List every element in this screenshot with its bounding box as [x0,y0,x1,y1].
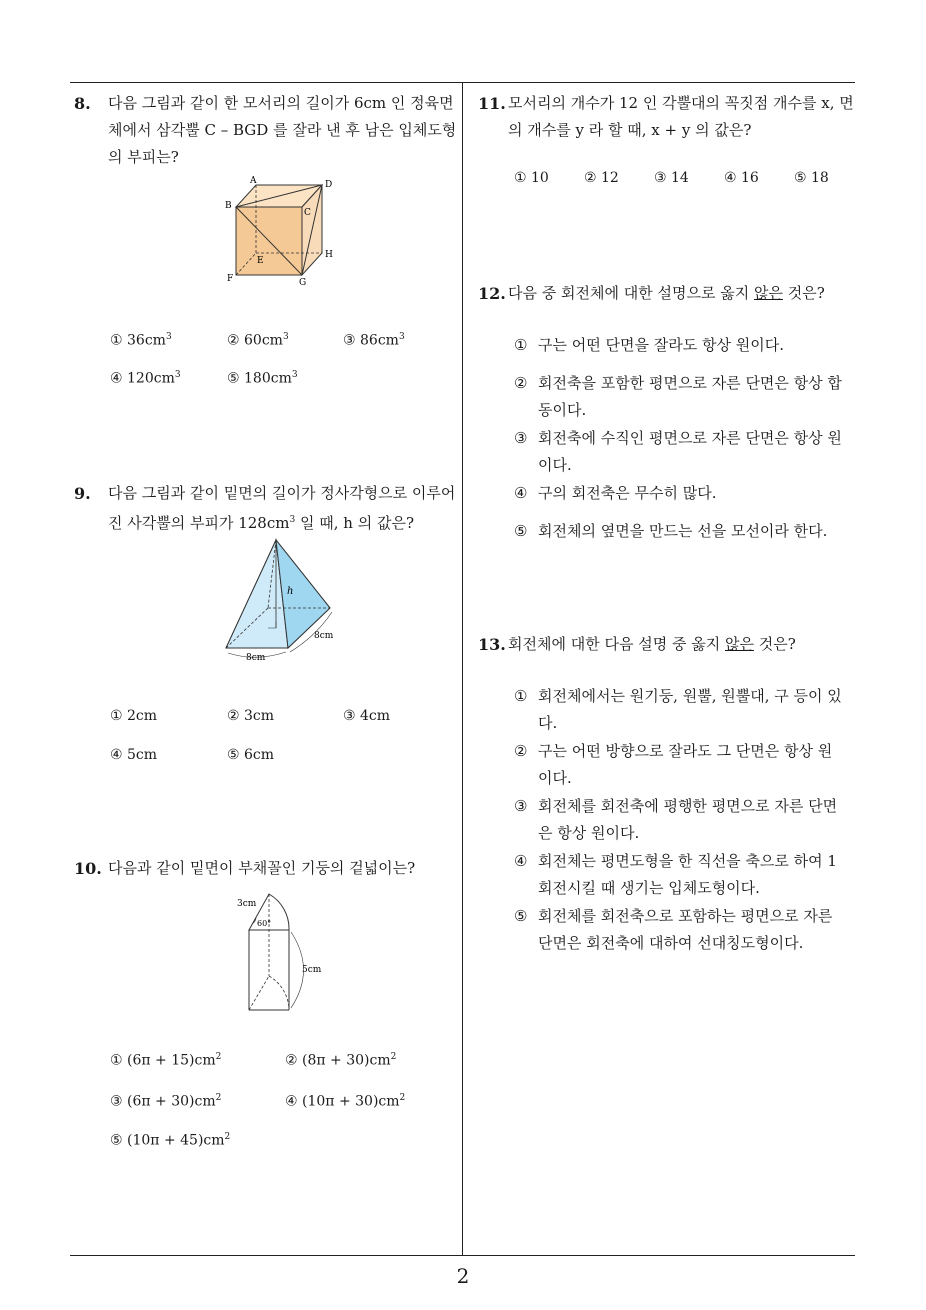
pyramid-figure [220,536,350,664]
question-line [508,280,858,307]
question-10 [74,855,459,882]
vertex-label-f: F [227,274,234,284]
option-text: (6π + 30)cm [127,1093,216,1110]
question-13 [478,631,858,658]
option-line: 구는 어떤 단면을 잘라도 항상 원이다. [538,336,784,354]
option-mark: ③ [343,708,356,724]
option-text: 5cm [127,747,158,763]
option-sup: 3 [291,370,298,380]
option-mark: ⑤ [514,907,528,925]
question-line: 의 개수를 y 라 할 때, x + y 의 값은? [508,121,752,139]
option-3[interactable] [514,793,837,847]
base-side-label: 8cm [314,631,334,641]
question-line-part: 일 때, h 의 값은? [295,514,414,532]
cube-figure [222,175,342,287]
vertex-label-g: G [299,278,307,287]
option-2[interactable] [514,738,832,792]
option-line: 회전체를 회전축으로 포함하는 평면으로 자른 [538,907,833,925]
option-text: 2cm [127,708,158,724]
question-number: 13. [478,635,506,654]
radius-label: 3cm [237,899,257,909]
page-number: 2 [456,1264,470,1288]
option-line: 구의 회전축은 무수히 많다. [538,484,717,502]
option-mark: ④ [514,484,528,502]
option-sup: 3 [165,332,172,342]
option-mark: ③ [514,797,528,815]
option-sup: 2 [215,1093,222,1103]
option-mark: ⑤ [227,370,240,387]
option-4[interactable] [724,170,759,186]
option-2[interactable] [227,332,289,349]
option-mark: ② [584,170,597,186]
option-3[interactable] [514,425,842,479]
option-sup: 2 [390,1052,397,1062]
option-sup: 3 [282,332,289,342]
height-label: 5cm [302,965,322,975]
option-text: 60cm [244,332,283,349]
option-text: (10π + 45)cm [127,1132,225,1149]
question-line-part: 것은? [782,284,825,302]
question-line: 다음과 같이 밑면이 부채꼴인 기둥의 겉넓이는? [108,859,416,877]
option-4[interactable] [514,848,837,902]
option-text: 36cm [127,332,166,349]
question-line: 체에서 삼각뿔 C – BGD 를 잘라 낸 후 남은 입체도형 [108,121,457,139]
option-mark: ① [514,687,528,705]
question-line: 의 부피는? [108,148,179,166]
option-text: 12 [601,170,619,186]
option-4[interactable] [110,747,157,763]
option-5[interactable] [514,518,827,545]
question-number: 10. [74,859,102,878]
column-divider [462,82,463,1256]
question-line-part: 것은? [753,635,796,653]
question-line: 모서리의 개수가 12 인 각뿔대의 꼭짓점 개수를 x, 면 [508,94,854,112]
option-text: 120cm [127,370,175,387]
option-2[interactable] [584,170,619,186]
option-mark: ① [514,170,527,186]
option-mark: ③ [654,170,667,186]
vertex-label-h: H [325,250,333,260]
question-10-text [74,855,459,882]
option-5[interactable] [110,1132,230,1149]
option-text: 4cm [360,708,391,724]
option-text: 16 [741,170,759,186]
option-mark: ② [514,742,528,760]
option-3[interactable] [654,170,689,186]
option-5[interactable] [227,747,274,763]
question-line-part: 다음 중 회전체에 대한 설명으로 옳지 [508,284,754,302]
question-11-text [478,90,858,144]
option-mark: ① [110,332,123,349]
option-mark: ② [285,1052,298,1069]
option-line: 회전시킬 때 생기는 입체도형이다. [538,879,760,897]
question-line-part: 진 사각뿔의 부피가 128cm [108,514,290,532]
question-line [108,507,459,537]
option-sup: 2 [399,1093,406,1103]
option-mark: ④ [110,370,123,387]
option-sup: 3 [174,370,181,380]
vertex-label-c: C [304,208,311,218]
option-3[interactable] [343,332,405,349]
option-line: 단면은 회전축에 대하여 선대칭도형이다. [538,934,804,952]
question-line [508,631,858,658]
angle-label: 60° [257,919,272,928]
exponent: 3 [289,515,296,525]
question-12 [478,280,858,307]
question-8 [74,90,459,171]
option-mark: ① [514,336,528,354]
option-5[interactable] [227,370,298,387]
option-mark: ⑤ [110,1132,123,1149]
question-9-text [74,480,459,537]
option-mark: ② [514,374,528,392]
option-mark: ② [227,332,240,349]
option-1[interactable] [514,683,842,737]
option-line: 이다. [538,456,572,474]
option-3[interactable] [110,1093,221,1110]
option-line: 회전체는 평면도형을 한 직선을 축으로 하여 1 [538,852,837,870]
option-text: 18 [811,170,829,186]
question-number: 8. [74,94,91,113]
option-text: (8π + 30)cm [302,1052,391,1069]
option-line: 회전체에서는 원기둥, 원뿔, 원뿔대, 구 등이 있 [538,687,842,705]
underlined-word: 않은 [753,284,783,302]
base-side-label: 8cm [246,653,266,663]
option-1[interactable] [110,1052,221,1069]
question-11 [478,90,858,144]
option-line: 회전체의 옆면을 만드는 선을 모선이라 한다. [538,522,828,540]
option-line: 회전체를 회전축에 평행한 평면으로 자른 단면 [538,797,838,815]
option-sup: 2 [215,1052,222,1062]
option-mark: ③ [110,1093,123,1110]
option-sup: 2 [224,1132,231,1142]
option-5[interactable] [794,170,829,186]
option-mark: ③ [343,332,356,349]
option-text: 10 [531,170,549,186]
option-mark: ② [227,708,240,724]
option-mark: ① [110,1052,123,1069]
option-mark: ⑤ [794,170,807,186]
option-mark: ⑤ [227,747,240,763]
option-sup: 3 [398,332,405,342]
underlined-word: 않은 [724,635,754,653]
question-number: 11. [478,94,506,113]
option-5[interactable] [514,903,832,957]
option-mark: ④ [110,747,123,763]
option-1[interactable] [514,332,784,359]
option-text: 180cm [244,370,292,387]
option-4[interactable] [514,480,716,507]
option-line: 동이다. [538,401,587,419]
height-label: h [287,586,294,597]
option-1[interactable] [110,708,157,724]
option-1[interactable] [110,332,172,349]
question-13-text [478,631,858,658]
option-mark: ⑤ [514,522,528,540]
bottom-rule [70,1255,855,1256]
option-2[interactable] [285,1052,396,1069]
option-text: 6cm [244,747,275,763]
option-line: 회전축에 수직인 평면으로 자른 단면은 항상 원 [538,429,842,447]
vertex-label-b: B [225,201,232,211]
option-line: 이다. [538,769,572,787]
option-1[interactable] [514,170,549,186]
option-line: 구는 어떤 방향으로 잘라도 그 단면은 항상 원 [538,742,833,760]
vertex-label-e: E [257,256,264,266]
question-8-text [74,90,459,171]
option-text: (6π + 15)cm [127,1052,216,1069]
question-line-part: 회전체에 대한 다음 설명 중 옳지 [508,635,725,653]
question-line: 다음 그림과 같이 밑면의 길이가 정사각형으로 이루어 [108,484,456,502]
question-number: 9. [74,484,91,503]
option-mark: ③ [514,429,528,447]
option-line: 다. [538,714,558,732]
option-4[interactable] [285,1093,405,1110]
option-mark: ① [110,708,123,724]
option-line: 회전축을 포함한 평면으로 자른 단면은 항상 합 [538,374,842,392]
option-mark: ④ [724,170,737,186]
option-3[interactable] [343,708,390,724]
option-mark: ④ [285,1093,298,1110]
option-4[interactable] [110,370,181,387]
question-number: 12. [478,284,506,303]
option-mark: ④ [514,852,528,870]
question-12-text [478,280,858,307]
option-line: 은 항상 원이다. [538,824,640,842]
option-2[interactable] [227,708,274,724]
option-text: 86cm [360,332,399,349]
option-text: 14 [671,170,689,186]
option-2[interactable] [514,370,842,424]
option-text: (10π + 30)cm [302,1093,400,1110]
option-text: 3cm [244,708,275,724]
sector-prism-figure [232,888,342,1016]
question-line: 다음 그림과 같이 한 모서리의 길이가 6cm 인 정육면 [108,94,454,112]
question-9 [74,480,459,537]
vertex-label-a: A [250,176,257,186]
vertex-label-d: D [325,180,333,190]
